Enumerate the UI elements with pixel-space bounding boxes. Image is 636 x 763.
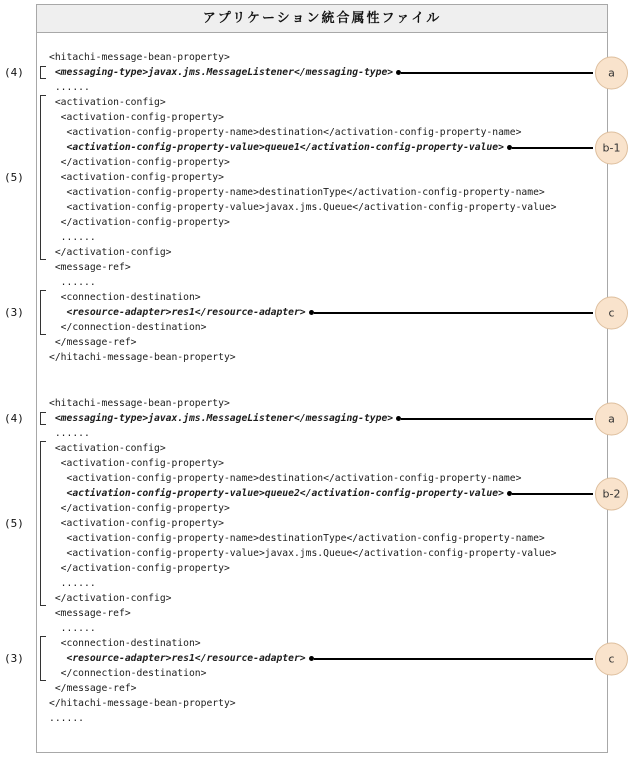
xml-text: </hitachi-message-bean-property>	[49, 698, 236, 709]
bracket-mark	[40, 456, 46, 471]
code-line	[49, 275, 607, 290]
bracket-mark	[40, 501, 46, 516]
connector-line	[512, 147, 593, 149]
xml-text: <activation-config-property-name>destination</activation-config-property-name>	[49, 473, 522, 484]
attribute-file-box	[4, 4, 621, 753]
bracket-mark	[40, 591, 46, 606]
code-line	[49, 696, 607, 711]
xml-text: <activation-config-property>	[49, 518, 224, 529]
xml-text: </activation-config>	[49, 247, 172, 258]
xml-highlighted-text: <activation-config-property-value>queue2</activation-config-property-value>	[49, 488, 504, 499]
xml-block-2	[4, 396, 621, 726]
bracket-mark	[40, 95, 46, 110]
code-line	[49, 290, 607, 305]
bracket-mark	[40, 320, 46, 335]
bracket-mark	[40, 546, 46, 561]
bracket-mark	[40, 651, 46, 666]
code-line	[4, 65, 615, 80]
code-line	[49, 125, 607, 140]
bracket-mark	[40, 561, 46, 576]
xml-text: <activation-config-property-name>destination</activation-config-property-name>	[49, 127, 522, 138]
code-line	[49, 666, 607, 681]
code-line	[49, 245, 607, 260]
code-line	[49, 110, 607, 125]
xml-text: <activation-config-property>	[49, 458, 224, 469]
xml-text: ......	[49, 232, 96, 243]
section-number-label: (4)	[4, 66, 24, 79]
xml-text: ......	[49, 428, 90, 439]
file-title: アプリケーション統合属性ファイル	[202, 11, 442, 26]
xml-text: ......	[49, 277, 96, 288]
callout-b-1-badge: b-1	[595, 131, 628, 164]
xml-text: <activation-config-property-name>destinationType</activation-config-property-name>	[49, 533, 545, 544]
xml-text: <message-ref>	[49, 262, 131, 273]
section-number-label: (4)	[4, 412, 24, 425]
code-line	[49, 350, 607, 365]
section-number-label: (3)	[4, 306, 24, 319]
bracket-mark	[40, 110, 46, 125]
connector-line	[314, 312, 593, 314]
xml-text: </activation-config-property>	[49, 217, 230, 228]
code-line	[49, 50, 607, 65]
xml-code-area	[4, 33, 621, 726]
xml-text: <activation-config-property>	[49, 112, 224, 123]
xml-highlighted-text: <activation-config-property-value>queue1</activation-config-property-value>	[49, 142, 504, 153]
code-line	[49, 155, 607, 170]
code-line	[4, 411, 615, 426]
xml-text: <hitachi-message-bean-property>	[49, 398, 230, 409]
bracket-mark	[40, 531, 46, 546]
xml-text: <activation-config-property-value>javax.jms.Queue</activation-config-property-value>	[49, 202, 557, 213]
connector-line	[401, 72, 593, 74]
code-line	[49, 501, 607, 516]
callout-c-badge: c	[595, 642, 628, 675]
bracket-mark	[40, 516, 46, 531]
bracket-mark	[40, 576, 46, 591]
xml-text: ......	[49, 713, 84, 724]
code-line	[49, 576, 607, 591]
xml-text: <activation-config-property-value>javax.jms.Queue</activation-config-property-value>	[49, 548, 557, 559]
bracket-mark	[40, 140, 46, 155]
bracket-mark	[40, 185, 46, 200]
code-line	[49, 561, 607, 576]
xml-text: <connection-destination>	[49, 292, 201, 303]
xml-text: <activation-config>	[49, 443, 166, 454]
code-line	[49, 185, 607, 200]
code-line	[49, 426, 607, 441]
xml-text: </connection-destination>	[49, 322, 207, 333]
xml-text: <hitachi-message-bean-property>	[49, 52, 230, 63]
bracket-mark	[40, 170, 46, 185]
xml-text: ......	[49, 82, 90, 93]
xml-text: <message-ref>	[49, 608, 131, 619]
callout-c-badge: c	[595, 296, 628, 329]
xml-highlighted-text: <resource-adapter>res1</resource-adapter>	[49, 307, 306, 318]
code-line	[49, 531, 607, 546]
bracket-mark	[40, 666, 46, 681]
code-line	[49, 591, 607, 606]
connector-line	[401, 418, 593, 420]
connector-line	[512, 493, 593, 495]
xml-text: </activation-config-property>	[49, 563, 230, 574]
file-title-bar	[37, 5, 607, 33]
bracket-mark	[40, 412, 46, 425]
xml-block-1	[4, 50, 621, 365]
bracket-mark	[40, 636, 46, 651]
code-line	[49, 215, 607, 230]
code-line	[49, 546, 607, 561]
code-line	[49, 80, 607, 95]
bracket-mark	[40, 200, 46, 215]
bracket-mark	[40, 305, 46, 320]
code-line	[49, 606, 607, 621]
xml-text: <connection-destination>	[49, 638, 201, 649]
code-line	[4, 170, 607, 185]
xml-text: </activation-config-property>	[49, 503, 230, 514]
bracket-mark	[40, 215, 46, 230]
code-line	[49, 335, 607, 350]
callout-b-2-badge: b-2	[595, 477, 628, 510]
xml-text: </message-ref>	[49, 683, 137, 694]
xml-text: </activation-config-property>	[49, 157, 230, 168]
bracket-mark	[40, 66, 46, 79]
code-line	[49, 636, 607, 651]
section-number-label: (3)	[4, 652, 24, 665]
code-line	[49, 230, 607, 245]
code-line	[4, 305, 615, 320]
bracket-mark	[40, 471, 46, 486]
xml-highlighted-text: <messaging-type>javax.jms.MessageListener</messaging-type>	[49, 67, 394, 78]
connector-line	[314, 658, 593, 660]
xml-text: </message-ref>	[49, 337, 137, 348]
xml-text: </connection-destination>	[49, 668, 207, 679]
code-line	[49, 621, 607, 636]
bracket-mark	[40, 486, 46, 501]
callout-a-badge: a	[595, 56, 628, 89]
code-line	[49, 471, 607, 486]
code-line	[4, 651, 615, 666]
xml-text: ......	[49, 623, 96, 634]
xml-highlighted-text: <messaging-type>javax.jms.MessageListener</messaging-type>	[49, 413, 394, 424]
code-line	[49, 456, 607, 471]
bracket-mark	[40, 441, 46, 456]
code-line	[49, 95, 607, 110]
xml-text: <activation-config-property-name>destinationType</activation-config-property-name>	[49, 187, 545, 198]
section-number-label: (5)	[4, 171, 24, 184]
code-line	[49, 200, 607, 215]
code-line	[49, 441, 607, 456]
code-line	[4, 516, 607, 531]
xml-text: <activation-config-property>	[49, 172, 224, 183]
callout-a-badge: a	[595, 402, 628, 435]
bracket-mark	[40, 245, 46, 260]
bracket-mark	[40, 125, 46, 140]
code-line	[49, 140, 621, 155]
code-line	[49, 711, 607, 726]
xml-highlighted-text: <resource-adapter>res1</resource-adapter>	[49, 653, 306, 664]
code-line	[49, 260, 607, 275]
code-line	[49, 396, 607, 411]
code-line	[49, 681, 607, 696]
bracket-mark	[40, 290, 46, 305]
xml-text: </activation-config>	[49, 593, 172, 604]
code-line	[49, 486, 621, 501]
section-number-label: (5)	[4, 517, 24, 530]
bracket-mark	[40, 155, 46, 170]
xml-text: <activation-config>	[49, 97, 166, 108]
bracket-mark	[40, 230, 46, 245]
xml-text: ......	[49, 578, 96, 589]
xml-text: </hitachi-message-bean-property>	[49, 352, 236, 363]
code-line	[49, 320, 607, 335]
